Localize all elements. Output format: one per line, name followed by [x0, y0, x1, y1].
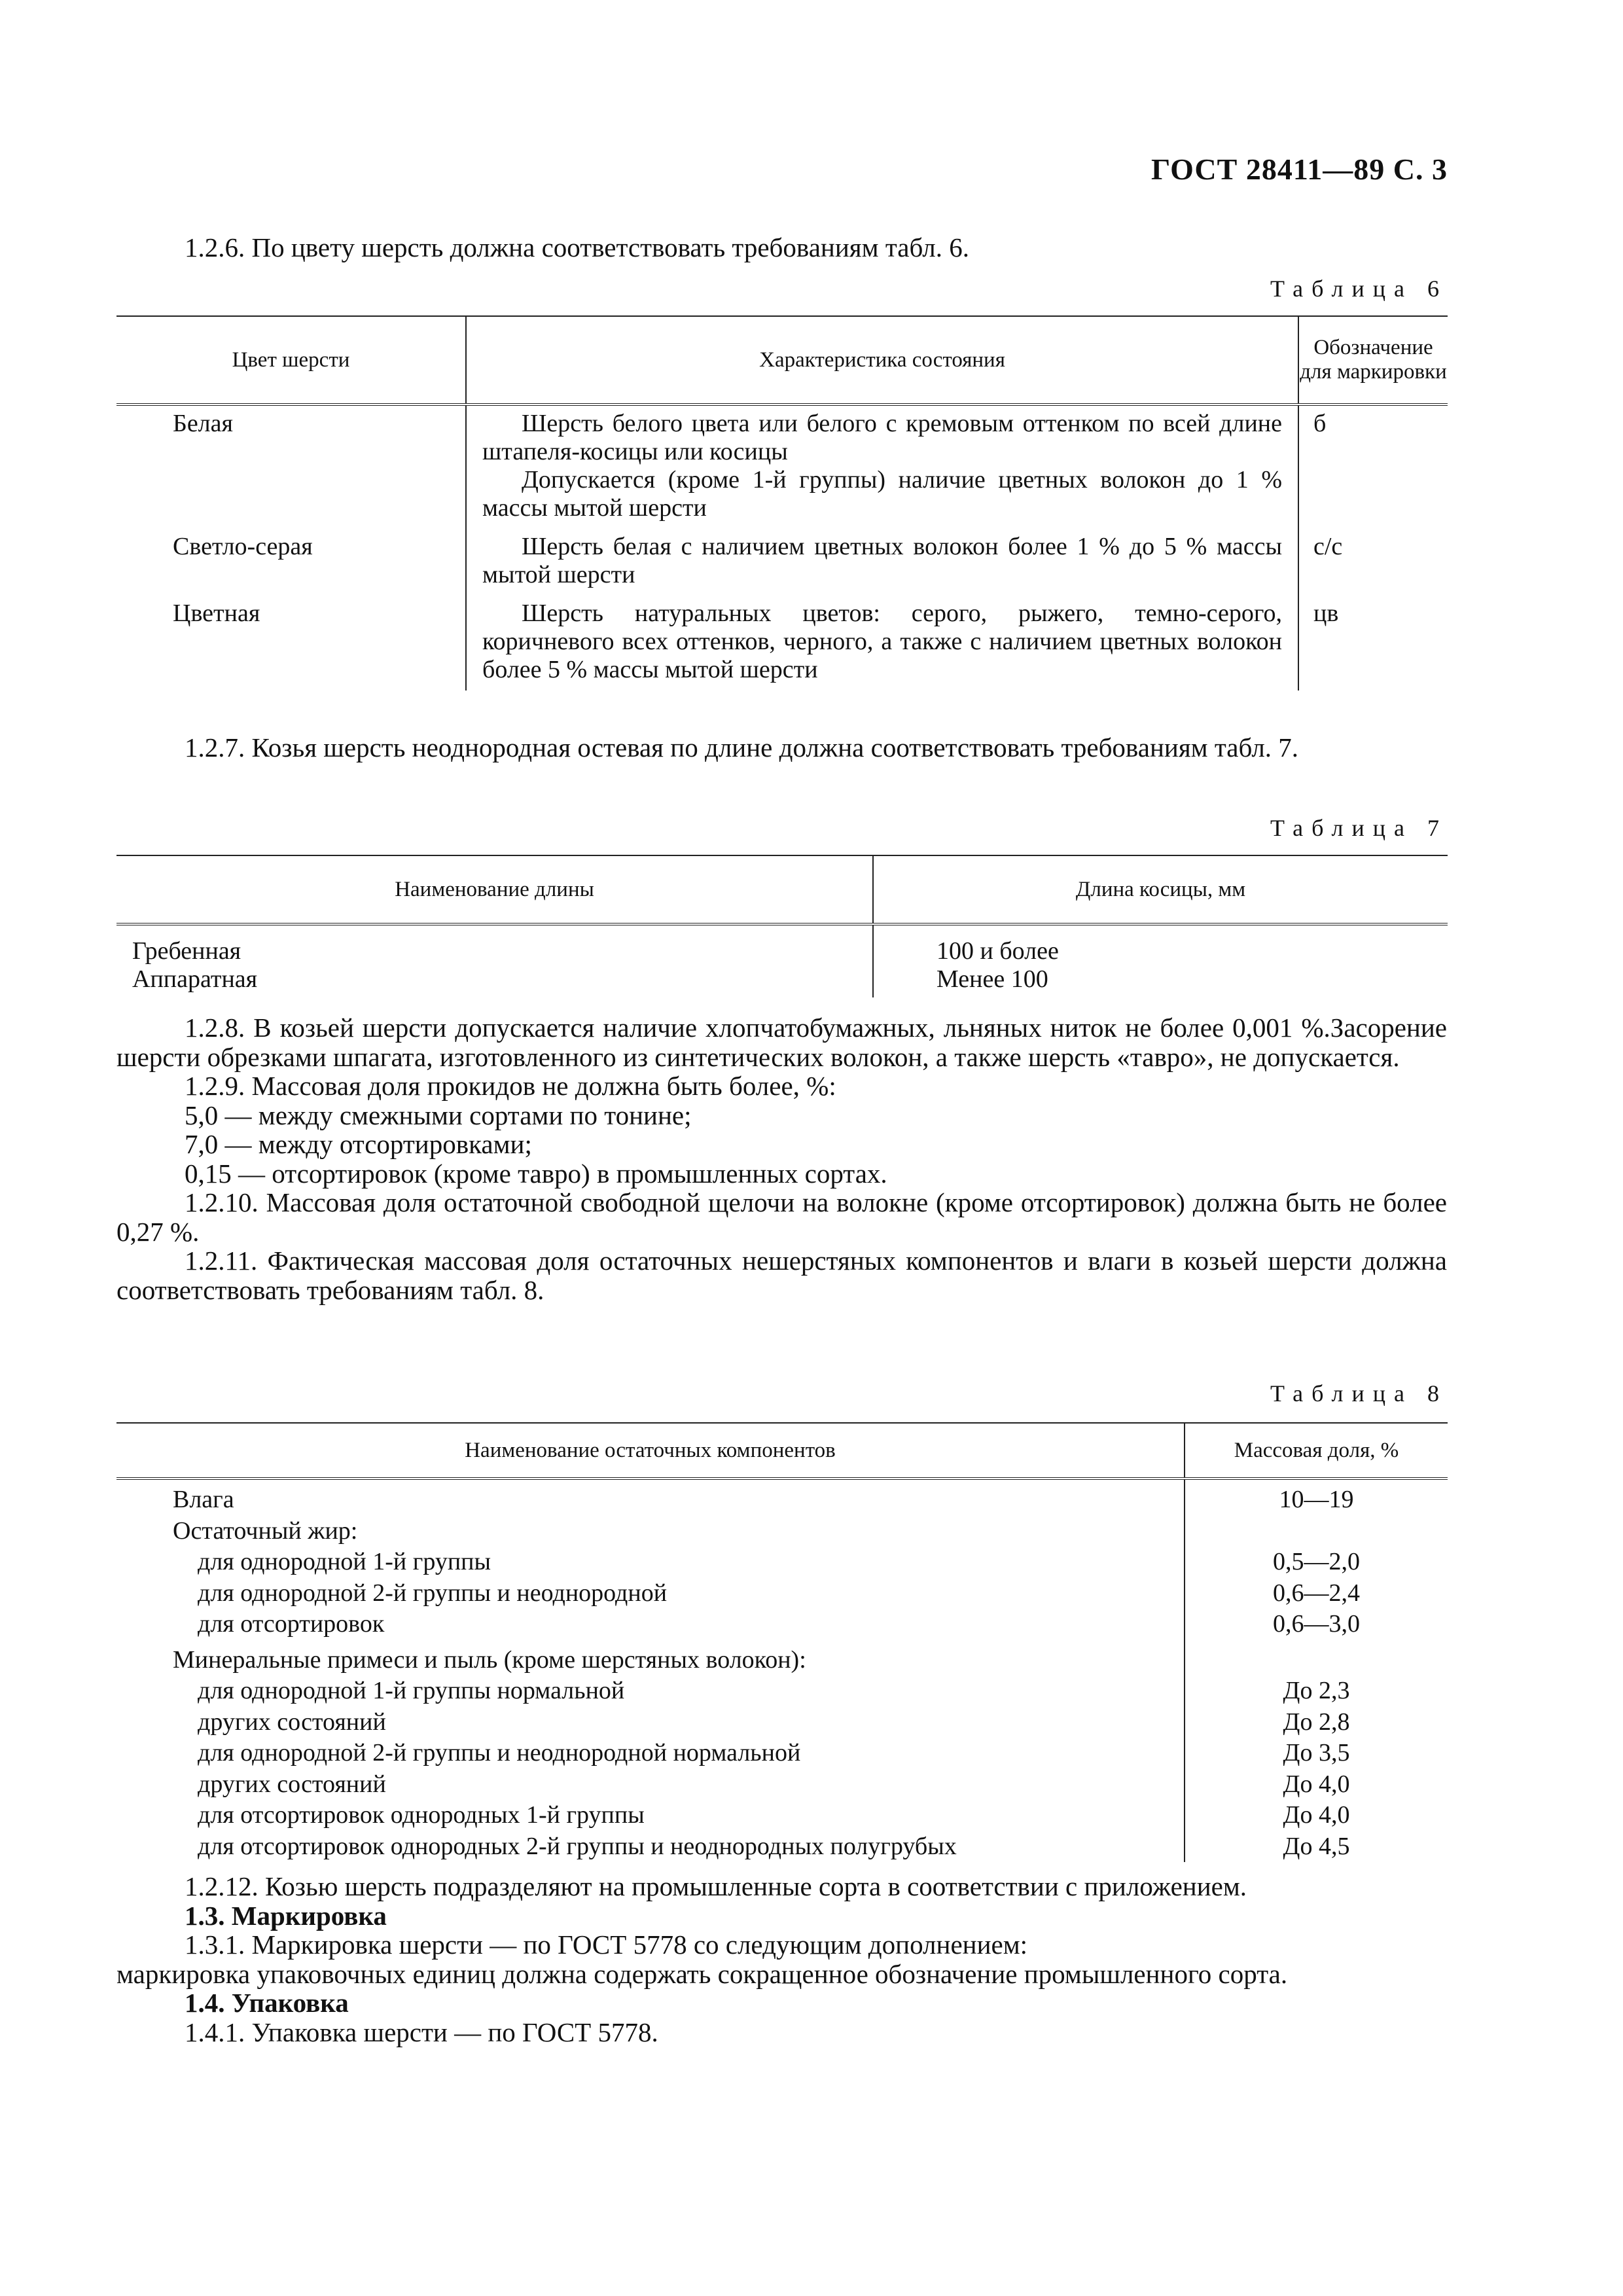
table8-name: для отсортировок однородных 1-й группы [198, 1801, 645, 1829]
table-row [116, 1769, 1448, 1801]
list-item: 0,15 — отсортировок (кроме тавро) в промышленных сортах. [185, 1158, 887, 1189]
paragraph-1-2-9: 1.2.9. Массовая доля прокидов не должна быть более, %: [185, 1071, 836, 1101]
table6-desc-line: Допускается (кроме 1-й группы) наличие цветных волокон до 1 % массы мытой шерсти [482, 466, 1282, 522]
section-heading-1-3: 1.3. Маркировка [185, 1900, 387, 1931]
table-row [116, 1516, 1448, 1547]
table6-header-code-text: Обозначение для маркировки [1300, 336, 1447, 384]
paragraph-text: 1.2.7. Козья шерсть неоднородная остевая по длине должна соответствовать требованиям табл. 7. [185, 732, 1299, 762]
table-row [116, 1738, 1448, 1769]
table8-value: До 4,0 [1185, 1800, 1448, 1831]
paragraph-1-2-6 [116, 233, 1447, 262]
paragraph-1-2-12: 1.2.12. Козью шерсть подразделяют на промышленные сорта в соответствии с приложением. [185, 1871, 1247, 1901]
table-row [116, 529, 1448, 596]
table8-name: других состояний [198, 1770, 386, 1798]
table8-name: для однородной 1-й группы [198, 1548, 491, 1575]
table6-desc [466, 404, 1298, 529]
paragraph-1-2-8: 1.2.8. В козьей шерсти допускается наличие хлопчатобумажных, льняных ниток не более 0,001 %.Засорение шерсти обрезками шпагата, изготовленного из синтетических волокон, а также шерсть «тавро», не допускается. [116, 1013, 1447, 1072]
table-row [116, 596, 1448, 691]
list-item: 5,0 — между смежными сортами по тонине; [185, 1100, 692, 1130]
table6-caption: Таблица 6 [1270, 276, 1448, 302]
table8-value: До 2,3 [1185, 1676, 1448, 1707]
table6-header-code [1298, 316, 1448, 404]
table-row [116, 404, 1448, 529]
table7-names [116, 924, 873, 997]
table6-desc-line: Шерсть белая с наличием цветных волокон более 1 % до 5 % массы мытой шерсти [482, 533, 1282, 588]
table-row [116, 1800, 1448, 1831]
table8-name: других состояний [198, 1708, 386, 1736]
paragraph-1-2-11: 1.2.11. Фактическая массовая доля остаточных нешерстяных компонентов и влаги в козьей шерсти должна соответствовать требованиям табл. 8. [116, 1246, 1447, 1305]
paragraph-1-2-7 [116, 733, 1447, 762]
paragraph-1-2-10: 1.2.10. Массовая доля остаточной свободной щелочи на волокне (кроме отсортировок) должна быть не более 0,27 %. [116, 1187, 1447, 1247]
table7-length: 100 и более [936, 937, 1059, 965]
table-row [116, 1640, 1448, 1676]
table6-code: цв [1298, 596, 1448, 691]
table-row [116, 1578, 1448, 1609]
table8-value: 0,5—2,0 [1185, 1547, 1448, 1578]
table7-name: Гребенная [132, 937, 241, 965]
section-heading-1-4: 1.4. Упаковка [185, 1988, 349, 2018]
paragraphs-1-2-8-to-1-2-11 [116, 1013, 1447, 1304]
table7-header-name: Наименование длины [116, 855, 873, 924]
table-6 [116, 315, 1448, 691]
table-row [116, 1831, 1448, 1863]
table7-lengths [873, 924, 1448, 997]
paragraph-1-4-1: 1.4.1. Упаковка шерсти — по ГОСТ 5778. [185, 2017, 658, 2047]
table7-header-length: Длина косицы, мм [873, 855, 1448, 924]
table6-desc-line: Шерсть белого цвета или белого с кремовым оттенком по всей длине штапеля-косицы или косицы [482, 410, 1282, 465]
table8-header-value: Массовая доля, % [1185, 1423, 1448, 1479]
table8-name: для отсортировок [198, 1610, 385, 1638]
table8-name: Остаточный жир: [173, 1516, 358, 1545]
table8-name: для однородной 2-й группы и неоднородной [198, 1579, 668, 1607]
paragraph-1-3-1-continuation: маркировка упаковочных единиц должна содержать сокращенное обозначение промышленного сорта. [116, 1958, 1288, 1989]
table8-value [1185, 1640, 1448, 1676]
table-row [116, 1676, 1448, 1707]
table8-name: для однородной 2-й группы и неоднородной нормальной [198, 1739, 801, 1767]
table6-desc [466, 529, 1298, 596]
table6-code: с/с [1298, 529, 1448, 596]
table6-header-desc: Характеристика состояния [466, 316, 1298, 404]
table6-code: б [1298, 404, 1448, 529]
table-7 [116, 855, 1448, 997]
table-row [116, 1547, 1448, 1578]
table8-value [1185, 1516, 1448, 1547]
paragraph-1-3-1: 1.3.1. Маркировка шерсти — по ГОСТ 5778 со следующим дополнением: [185, 1929, 1028, 1960]
table6-header-color: Цвет шерсти [116, 316, 466, 404]
table-row [116, 1609, 1448, 1640]
table8-value: До 2,8 [1185, 1707, 1448, 1738]
table-row [116, 924, 1448, 997]
table8-header-name: Наименование остаточных компонентов [116, 1423, 1185, 1479]
table8-value: До 4,5 [1185, 1831, 1448, 1863]
table6-color: Светло-серая [173, 533, 313, 560]
table6-desc [466, 596, 1298, 691]
table8-value: До 3,5 [1185, 1738, 1448, 1769]
table6-color: Белая [173, 410, 233, 437]
table8-name: Минеральные примеси и пыль (кроме шерстяных волокон): [173, 1645, 806, 1674]
table8-value: 0,6—2,4 [1185, 1578, 1448, 1609]
table-8 [116, 1422, 1448, 1862]
table7-name: Аппаратная [132, 965, 258, 993]
table-row [116, 1479, 1448, 1516]
table7-length: Менее 100 [936, 965, 1048, 993]
table8-caption: Таблица 8 [1270, 1380, 1448, 1407]
table8-name: Влага [173, 1486, 234, 1513]
list-item: 7,0 — между отсортировками; [185, 1129, 532, 1159]
table8-name: для отсортировок однородных 2-й группы и неоднородных полугрубых [198, 1832, 957, 1860]
table6-color: Цветная [173, 600, 260, 627]
paragraphs-1-2-12-to-1-4-1 [116, 1872, 1447, 2047]
table7-caption: Таблица 7 [1270, 815, 1448, 841]
page-header: ГОСТ 28411—89 С. 3 [1150, 152, 1448, 186]
table8-value: До 4,0 [1185, 1769, 1448, 1801]
table-row [116, 1707, 1448, 1738]
table6-desc-line: Шерсть натуральных цветов: серого, рыжего, темно-серого, коричневого всех оттенков, черного, а также с наличием цветных волокон более 5 % массы мытой шерсти [482, 600, 1282, 683]
table8-value: 0,6—3,0 [1185, 1609, 1448, 1640]
table8-value: 10—19 [1185, 1479, 1448, 1516]
table8-name: для однородной 1-й группы нормальной [198, 1677, 625, 1704]
paragraph-text: 1.2.6. По цвету шерсть должна соответствовать требованиям табл. 6. [185, 232, 969, 262]
